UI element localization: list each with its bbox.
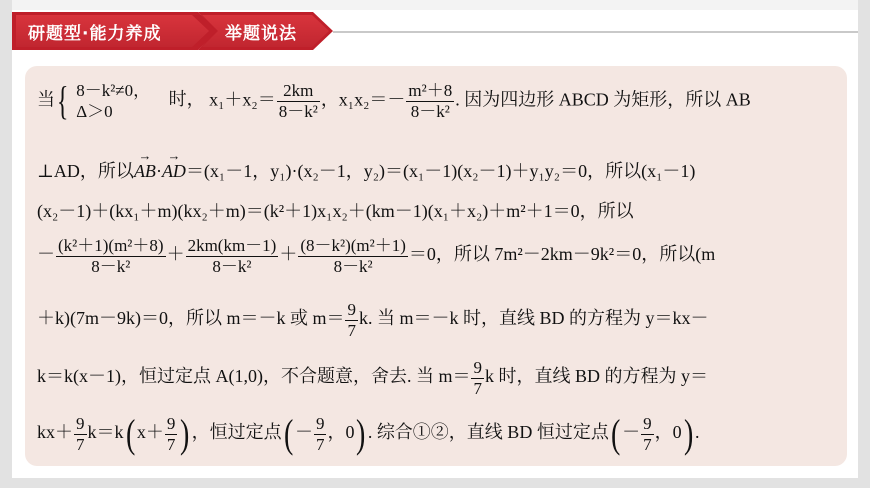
text: k＝k (87, 422, 124, 443)
text: k＝k(x－1)，恒过定点 A(1,0)，不合题意，舍去. 当 m＝ (37, 366, 471, 387)
fraction (186, 236, 279, 276)
fraction (277, 81, 320, 121)
paren-close: ) (356, 411, 366, 457)
text: . (694, 422, 700, 443)
solution-line-6 (37, 358, 708, 398)
fraction (471, 358, 484, 398)
numerator: (8－k²)(m²＋1) (300, 236, 406, 255)
denominator: 8－k² (410, 101, 450, 121)
numerator: m²＋8 (408, 81, 453, 101)
fraction (345, 300, 358, 340)
numerator: 9 (166, 414, 176, 433)
brace-icon: { (56, 78, 69, 124)
numerator: 2km (277, 81, 320, 102)
fraction (165, 414, 178, 454)
denominator: 8－k² (278, 101, 318, 121)
solution-line-1 (37, 80, 751, 123)
top-band (12, 0, 858, 10)
text: ，0 (654, 422, 682, 443)
solution-line-7 (37, 411, 700, 457)
header-rule (333, 31, 858, 33)
text: ⊥AD，所以 (37, 161, 134, 181)
fraction (641, 414, 654, 454)
text: x＋ (136, 422, 164, 443)
denominator: 8－k² (333, 256, 373, 276)
paren-open: ( (125, 411, 135, 457)
paren-open: ( (610, 411, 621, 457)
section-tab-primary-label: 研题型·能力养成 (28, 24, 162, 44)
text: x₁＋x₂＝ (209, 89, 276, 110)
text: ＋ (166, 244, 185, 265)
solution-line-3: (x₂－1)＋(kx₁＋m)(kx₂＋m)＝(k²＋1)x₁x₂＋(km－1)(x₁＋x₂)＋m²＋1＝0，所以 (37, 201, 634, 221)
condition-2: Δ＞0 (76, 102, 113, 122)
numerator: 9 (76, 414, 85, 433)
solution-line-5 (37, 300, 709, 340)
condition-system (68, 80, 150, 123)
text: k 时，直线 BD 的方程为 y＝ (484, 366, 708, 387)
text: ，0 (327, 422, 355, 443)
fraction (298, 236, 408, 276)
vector-ab: → AB (134, 162, 156, 180)
paren-open: ( (283, 411, 293, 457)
text: ，恒过定点 (191, 422, 282, 443)
denominator: 7 (166, 434, 176, 454)
text: 当 (37, 89, 55, 110)
condition-1: 8－k²≠0， (76, 81, 151, 100)
denominator: 7 (473, 378, 482, 398)
denominator: 7 (643, 434, 652, 454)
text: － (622, 422, 641, 443)
solution-line-4 (37, 236, 715, 276)
numerator: (k²＋1)(m²＋8) (58, 236, 164, 255)
fraction (406, 81, 454, 121)
denominator: 7 (76, 434, 85, 454)
text: 时， (168, 89, 205, 110)
text: － (37, 244, 55, 265)
text: － (294, 422, 313, 443)
numerator: 9 (643, 414, 652, 433)
text: ，x₁x₂＝－ (320, 89, 406, 110)
text: kx＋ (37, 422, 73, 443)
dot-operator: · (155, 161, 162, 181)
denominator: 8－k² (212, 256, 252, 276)
denominator: 7 (315, 434, 325, 454)
numerator: 9 (347, 300, 356, 319)
text: . 综合①②，直线 BD 恒过定点 (367, 422, 609, 443)
text: k. 当 m＝－k 时，直线 BD 的方程为 y＝kx－ (358, 308, 709, 329)
fraction (74, 414, 87, 454)
numerator: 2km(km－1) (187, 236, 277, 255)
paren-close: ) (683, 411, 693, 457)
text: ＝0，所以 7m²－2km－9k²＝0，所以(m (408, 244, 716, 265)
text: . 因为四边形 ABCD 为矩形，所以 AB (455, 89, 751, 110)
fraction (56, 236, 166, 276)
text: ＋ (279, 244, 298, 265)
vector-ad: → AD (162, 162, 186, 180)
numerator: 9 (315, 414, 325, 433)
denominator: 7 (347, 320, 356, 340)
text: ＝(x₁－1，y₁)·(x₂－1，y₂)＝(x₁－1)(x₂－1)＋y₁y₂＝0，所以(x₁－1) (185, 161, 696, 181)
denominator: 8－k² (91, 256, 131, 276)
numerator: 9 (473, 358, 482, 377)
fraction (314, 414, 327, 454)
section-tab-secondary-label: 举题说法 (225, 24, 297, 44)
solution-line-2 (37, 162, 695, 180)
paren-close: ) (180, 411, 190, 457)
text: ＋k)(7m－9k)＝0，所以 m＝－k 或 m＝ (37, 308, 345, 329)
